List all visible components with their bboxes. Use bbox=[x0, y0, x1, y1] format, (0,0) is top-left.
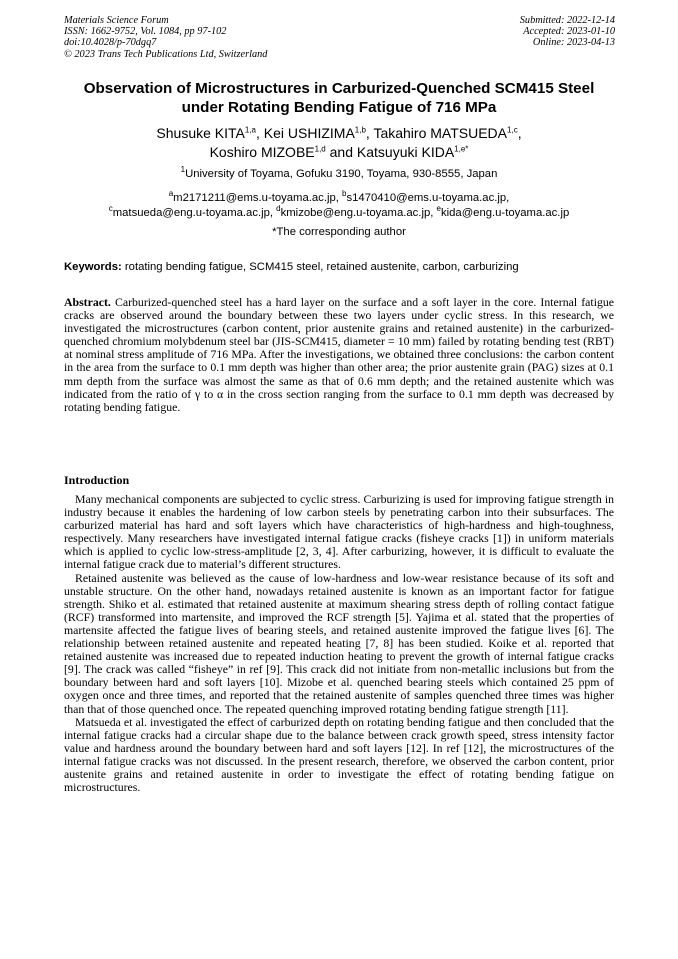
paragraph: Many mechanical components are subjected to cyclic stress. Carburizing is used for improving fatigue strength in industry because it enables the hardening of low carbon steels by penetrating carbon into their subsurfaces. The carburized material has hard and soft layers which have characteristics of high-hardness and high-toughness, respectively. Many researchers have investigated internal fatigue cracks (fisheye cracks [1]) in uniform materials which is applied to cyclic low-stress-amplitude [2, 3, 4]. After carburizing, however, it is difficult to evaluate the internal fatigue crack due to material’s different structures. bbox=[64, 492, 614, 572]
author-list bbox=[40, 124, 638, 162]
section-heading-introduction: Introduction bbox=[64, 473, 130, 487]
corresponding-author-note: *The corresponding author bbox=[272, 226, 406, 238]
author-sup: 1,a bbox=[244, 125, 256, 135]
paragraph: Matsueda et al. investigated the effect of carburized depth on rotating bending fatigue and then concluded that the internal fatigue cracks had a circular shape due to the balance between crack growth speed, stress intensity factor value and hardness around the boundary between hard and soft layers [12]. In ref [12], the microstructures of the internal fatigue cracks was not discussed. In the present research, therefore, we observed the carbon content, prior austenite grains and retained austenite in order to investigate the effect of rotating bending fatigue on microstructures. bbox=[64, 714, 614, 795]
affiliation-sup: 1 bbox=[180, 165, 186, 175]
abstract bbox=[64, 296, 614, 414]
email-address[interactable]: kmizobe@eng.u-toyama.ac.jp, bbox=[280, 207, 437, 219]
date-online: Online: 2023-04-13 bbox=[532, 37, 615, 49]
email-address[interactable]: s1470410@ems.u-toyama.ac.jp, bbox=[346, 192, 510, 204]
paper-title bbox=[40, 80, 638, 117]
author-name: Katsuyuki KIDA bbox=[356, 144, 455, 160]
publication-dates bbox=[520, 15, 615, 49]
email-address[interactable]: matsueda@eng.u-toyama.ac.jp, bbox=[112, 207, 277, 219]
keywords bbox=[64, 261, 614, 274]
date-submitted: Submitted: 2022-12-14 bbox=[519, 15, 615, 26]
date-accepted: Accepted: 2023-01-10 bbox=[523, 26, 615, 38]
email-address[interactable]: kida@eng.u-toyama.ac.jp bbox=[440, 207, 570, 219]
journal-issn: ISSN: 1662-9752, Vol. 1084, pp 97-102 bbox=[64, 26, 227, 38]
paragraph: Retained austenite was believed as the cause of low-hardness and low-wear resistance because of its soft and unstable structure. On the other hand, nowadays retained austenite is known as an important factor for fatigue strength. Shiko et al. estimated that retained austenite at maximum shearing stress depth of rolling contact fatigue (RCF) transformed into martensite, and improved the RCF strength [5]. Yajima et al. stated that the properties of martensite affected the fatigue lives of bearing steels, and retained austenite improved the fatigue lives [6]. The relationship between retained austenite and repeated heating [7, 8] has been studied. Koike et al. reported that retained austenite was increased due to repeated induction heating to prevent the growth of internal fatigue cracks [9]. The crack was called “fisheye” in ref [9]. This crack did not initiate from non-metallic inclusions but from the boundary between hard and soft layers [10]. Mizobe et al. quenched bearing steels which contained 25 ppm of oxygen once and three times, and reported that the retained austenite of samples quenched three times was higher than that of those quenched once. The repeated quenching improved rotating bending fatigue strength [11]. bbox=[64, 570, 614, 716]
email-list bbox=[40, 191, 638, 221]
keywords-label: Keywords: bbox=[64, 261, 122, 273]
author-sup: 1,b bbox=[354, 125, 366, 135]
journal-name: Materials Science Forum bbox=[64, 15, 169, 26]
journal-header bbox=[64, 15, 267, 60]
author-name: Takahiro MATSUEDA bbox=[373, 125, 508, 141]
affiliation bbox=[40, 165, 638, 181]
author-sup: 1,d bbox=[314, 144, 326, 154]
journal-doi[interactable]: doi:10.4028/p-70dgq7 bbox=[64, 37, 157, 49]
email-address[interactable]: m2171211@ems.u-toyama.ac.jp, bbox=[173, 192, 343, 204]
email-sup: c bbox=[108, 204, 113, 214]
author-sep: and bbox=[325, 144, 357, 160]
email-line bbox=[40, 206, 638, 221]
author-sup: 1,c bbox=[507, 125, 518, 135]
introduction-body bbox=[64, 493, 614, 794]
email-sup: b bbox=[342, 189, 347, 199]
title-line: Observation of Microstructures in Carburized-Quenched SCM415 Steel bbox=[83, 80, 595, 97]
author-sup: 1,e* bbox=[454, 144, 469, 154]
email-line bbox=[40, 191, 638, 206]
journal-copyright: © 2023 Trans Tech Publications Ltd, Switzerland bbox=[64, 48, 268, 60]
author-sep: , bbox=[256, 125, 264, 141]
abstract-label: Abstract. bbox=[64, 295, 111, 309]
author-name: Koshiro MIZOBE bbox=[209, 144, 315, 160]
author-name: Shusuke KITA bbox=[156, 125, 245, 141]
keywords-text: rotating bending fatigue, SCM415 steel, retained austenite, carbon, carburizing bbox=[121, 261, 519, 273]
author-name: Kei USHIZIMA bbox=[263, 125, 355, 141]
email-sup: e bbox=[436, 204, 441, 214]
email-sup: d bbox=[276, 204, 281, 214]
author-line bbox=[40, 124, 638, 143]
title-line: under Rotating Bending Fatigue of 716 MPa bbox=[181, 98, 497, 116]
abstract-text: Carburized-quenched steel has a hard layer on the surface and a soft layer in the core. Internal fatigue cracks are observed around the boundary between these two layers under cyclic stress. In this research, we investigated the microstructures (carbon content, prior austenite grains and retained austenite) in the carburized-quenched chromium molybdenum steel bar (JIS-SCM415, diameter = 10 mm) failed by rotating bending test (RBT) at nominal stress amplitude of 716 MPa. After the investigations, we obtained three conclusions: the carbon content in the area from the surface to 0.1 mm depth was higher than other area; the prior austenite grain (PAG) sizes at 0.1 mm depth from the surface was almost the same as that of 0.6 mm depth; and the retained austenite which was indicated from the ratio of γ to α in the cross section ranging from the surface to 0.1 mm depth was decreased by rotating bending fatigue. bbox=[64, 295, 614, 414]
affiliation-text: University of Toyama, Gofuku 3190, Toyama, 930-8555, Japan bbox=[185, 168, 498, 180]
author-line bbox=[40, 143, 638, 162]
author-sep: , bbox=[365, 125, 374, 141]
email-sup: a bbox=[168, 189, 174, 199]
author-sep: , bbox=[517, 125, 522, 141]
